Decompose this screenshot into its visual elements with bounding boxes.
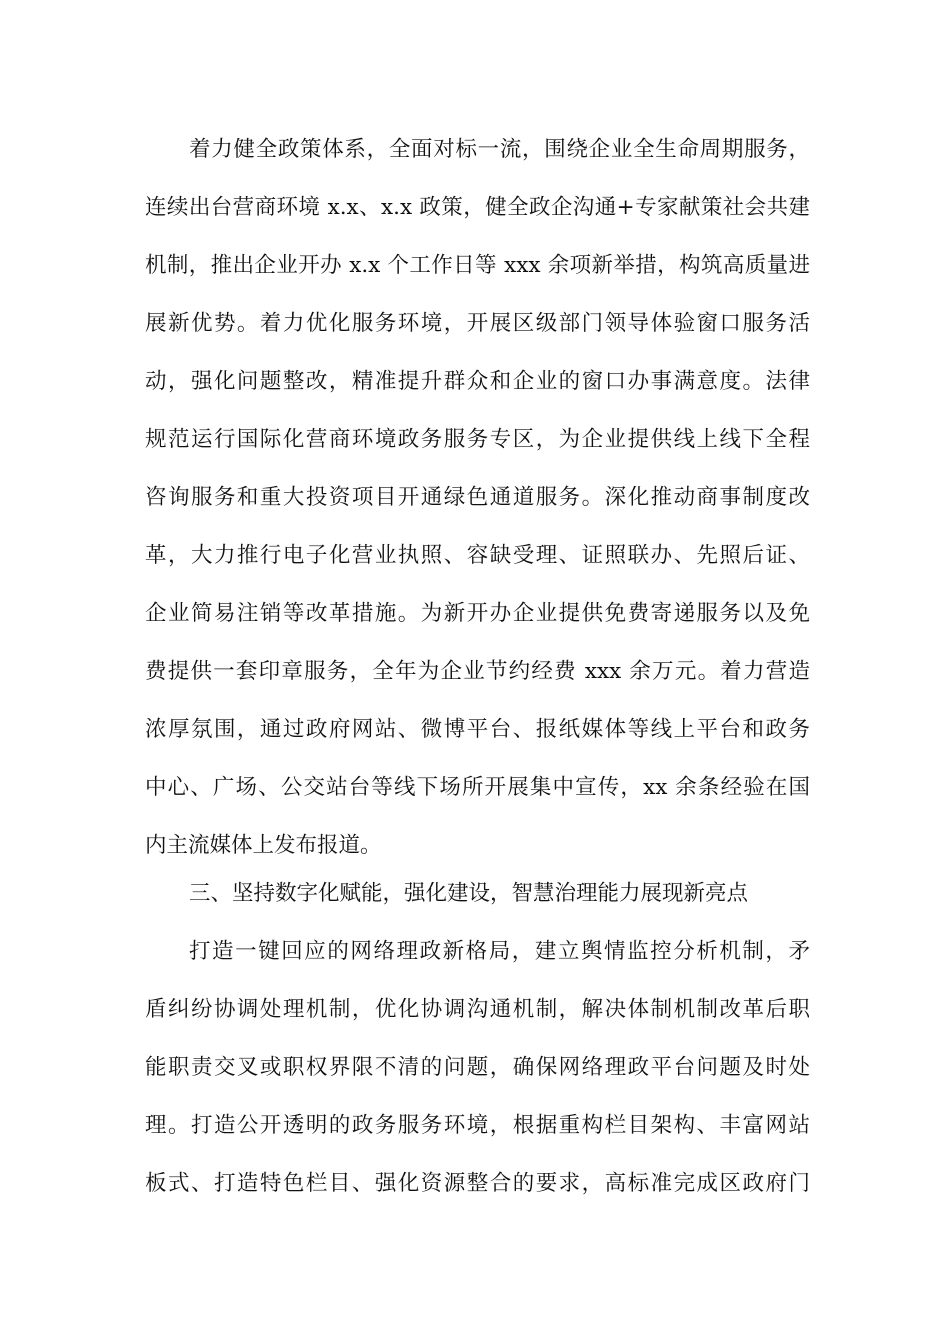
paragraph-1-line-1: 着力健全政策体系，全面对标一流，围绕企业全生命周期服务， [189, 137, 810, 162]
paragraph-1-line-6: 规范运行国际化营商环境政务服务专区，为企业提供线上线下全程 [145, 427, 810, 452]
paragraph-1-line-5: 动，强化问题整改，精准提升群众和企业的窗口办事满意度。法律 [145, 369, 810, 394]
paragraph-1-line-12: 中心、广场、公交站台等线下场所开展集中宣传，xx 余条经验在国 [145, 775, 810, 800]
paragraph-1-line-9: 企业简易注销等改革措施。为新开办企业提供免费寄递服务以及免 [145, 601, 810, 626]
paragraph-2-line-3: 能职责交叉或职权界限不清的问题，确保网络理政平台问题及时处 [145, 1055, 810, 1080]
paragraph-1-line-3: 机制，推出企业开办 x.x 个工作日等 xxx 余项新举措，构筑高质量进 [145, 253, 810, 278]
paragraph-1-line-4: 展新优势。着力优化服务环境，开展区级部门领导体验窗口服务活 [145, 311, 810, 336]
paragraph-1-line-13: 内主流媒体上发布报道。 [145, 833, 382, 858]
paragraph-1-line-10: 费提供一套印章服务，全年为企业节约经费 xxx 余万元。着力营造 [145, 659, 810, 684]
paragraph-2-line-2: 盾纠纷协调处理机制，优化协调沟通机制，解决体制机制改革后职 [145, 997, 810, 1022]
paragraph-1-line-8: 革，大力推行电子化营业执照、容缺受理、证照联办、先照后证、 [145, 543, 810, 568]
paragraph-1-line-7: 咨询服务和重大投资项目开通绿色通道服务。深化推动商事制度改 [145, 485, 810, 510]
paragraph-2-line-1: 打造一键回应的网络理政新格局，建立舆情监控分析机制，矛 [189, 939, 810, 964]
paragraph-2-line-4: 理。打造公开透明的政务服务环境，根据重构栏目架构、丰富网站 [145, 1113, 810, 1138]
paragraph-1-line-2: 连续出台营商环境 x.x、x.x 政策，健全政企沟通+专家献策社会共建 [145, 195, 810, 220]
section-heading: 三、坚持数字化赋能，强化建设，智慧治理能力展现新亮点 [189, 881, 749, 906]
paragraph-1-line-11: 浓厚氛围，通过政府网站、微博平台、报纸媒体等线上平台和政务 [145, 717, 810, 742]
paragraph-2-line-5: 板式、打造特色栏目、强化资源整合的要求，高标准完成区政府门 [145, 1171, 810, 1196]
